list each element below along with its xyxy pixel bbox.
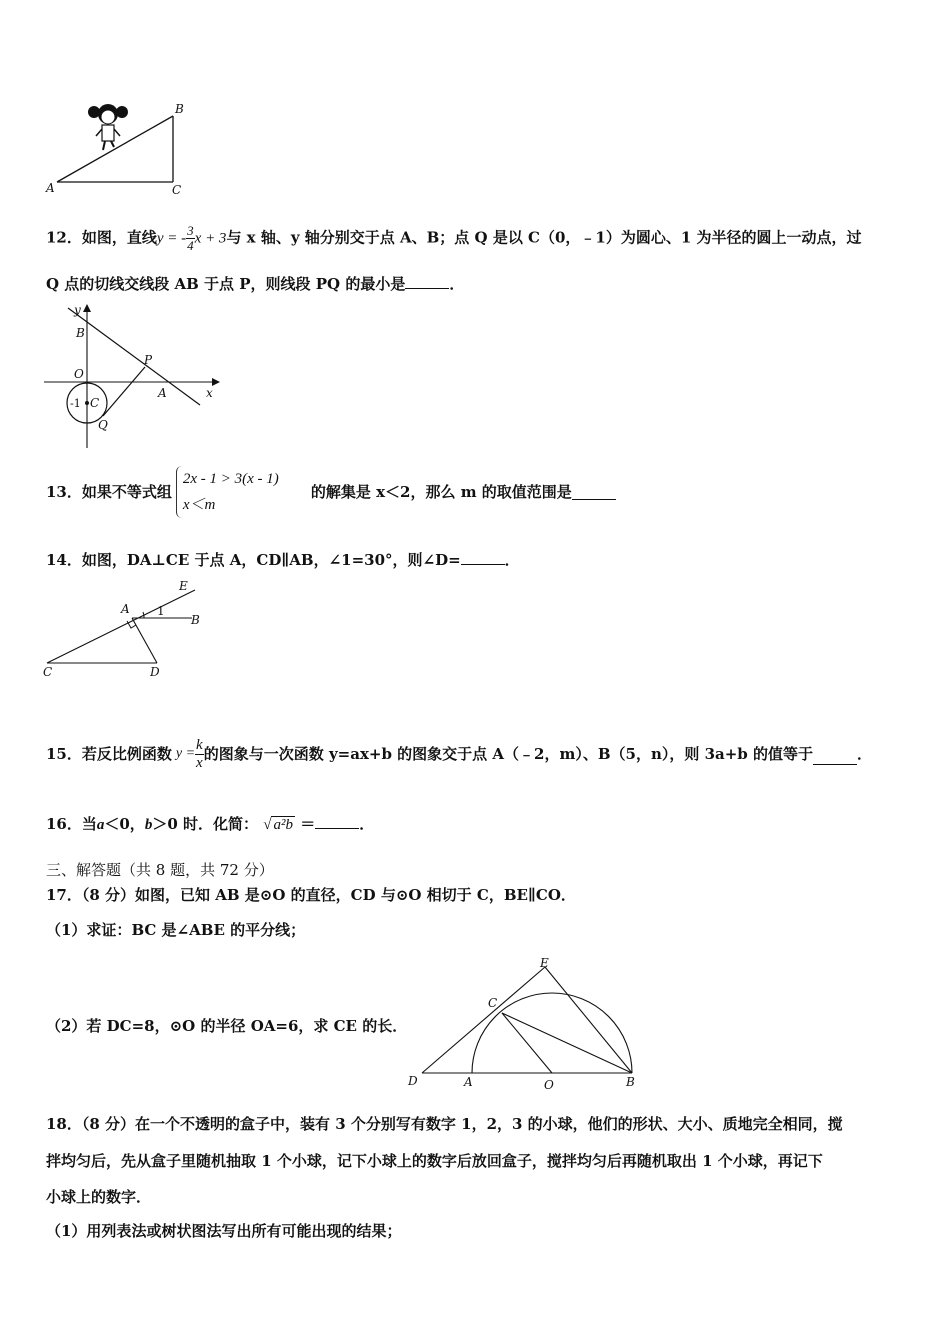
question-14: 14．如图，DA⊥CE 于点 A，CD∥AB，∠1=30°，则∠D= ．	[46, 551, 520, 569]
fig14-e: E	[179, 579, 188, 593]
question-18-line2: 拌均匀后，先从盒子里随机抽取 1 个小球，记下小球上的数字后放回盒子，搅拌均匀后再随机取出 1 个小球，再记下	[46, 1152, 823, 1170]
figure-coordinate-circle	[40, 300, 225, 450]
fig12-m1: -1	[70, 397, 81, 410]
label-b: B	[175, 102, 184, 116]
fig14-b: B	[191, 613, 200, 627]
fraction-k-x: $\frac{k}{x}$	[196, 736, 203, 771]
question-13: 13．如果不等式组 2x - 1 > 3(x - 1) x＜m 的解集是 x＜2，那么 m 的取值范围是	[46, 470, 616, 514]
fraction-3-4: $\frac{3}{4}$	[187, 223, 194, 253]
fig14-a: A	[121, 602, 130, 616]
answer-blank[interactable]	[461, 550, 505, 565]
question-17-part2: （2）若 DC=8，⊙O 的半径 OA=6，求 CE 的长．	[46, 1017, 408, 1035]
fig17-d: D	[408, 1074, 418, 1088]
question-12-line2: Q 点的切线交线段 AB 于点 P，则线段 PQ 的最小是 ．	[46, 275, 465, 293]
section-3-title: 三、解答题（共 8 题，共 72 分）	[46, 861, 274, 879]
fig12-c: C	[90, 396, 100, 410]
fig17-e: E	[540, 956, 549, 970]
fig12-y: y	[74, 303, 81, 317]
label-a: A	[46, 181, 55, 195]
question-18-part1: （1）用列表法或树状图法写出所有可能出现的结果；	[46, 1222, 402, 1240]
inequality-system: 2x - 1 > 3(x - 1) x＜m	[176, 466, 293, 518]
figure-perpendicular-lines	[40, 578, 215, 680]
figure-slope-triangle	[40, 96, 200, 198]
label-c: C	[172, 183, 182, 197]
answer-blank[interactable]	[813, 750, 857, 765]
fig17-c: C	[488, 996, 498, 1010]
fig14-c: C	[43, 665, 53, 679]
question-18-line3: 小球上的数字．	[46, 1188, 152, 1206]
fig12-p: P	[144, 353, 153, 367]
fig17-a: A	[464, 1075, 473, 1089]
question-16: 16．当a＜0，b＞0 时．化简： √ a²b ＝ ．	[46, 815, 375, 833]
answer-blank[interactable]	[315, 814, 359, 829]
question-17: 17．（8 分）如图，已知 AB 是⊙O 的直径，CD 与⊙O 相切于 C，BE∥CO．	[46, 886, 576, 904]
equation-y: y = -	[156, 230, 187, 247]
fig12-q: Q	[98, 418, 108, 432]
answer-blank[interactable]	[572, 485, 616, 500]
fig17-b: B	[626, 1075, 635, 1089]
fig12-o: O	[74, 367, 84, 381]
girl-cartoon-icon	[88, 104, 128, 150]
figure-semicircle-tangent	[400, 955, 645, 1095]
question-12-line1: 12．如图，直线y = - $\frac{3}{4}$ x + 3与 x 轴、y 轴分别交于点 A、B；点 Q 是以 C（0，﹣1）为圆心、1 为半径的圆上一动点，过	[46, 223, 862, 253]
question-17-part1: （1）求证：BC 是∠ABE 的平分线；	[46, 921, 306, 939]
question-18-line1: 18．（8 分）在一个不透明的盒子中，装有 3 个分别写有数字 1，2，3 的小球，他们的形状、大小、质地完全相同，搅	[46, 1115, 843, 1133]
sqrt-expression: √ a²b	[263, 817, 293, 833]
fig12-x: x	[206, 386, 213, 400]
fig12-a: A	[158, 386, 167, 400]
answer-blank[interactable]	[405, 274, 449, 289]
fig12-b: B	[76, 326, 85, 340]
fig17-o: O	[544, 1078, 554, 1092]
question-15: 15．若反比例函数 y = $\frac{k}{x}$ 的图象与一次函数 y=ax+b 的图象交于点 A（﹣2，m）、B（5，n），则 3a+b 的值等于 ．	[46, 736, 873, 771]
fig14-d: D	[150, 665, 160, 679]
fig14-one: 1	[157, 604, 165, 618]
